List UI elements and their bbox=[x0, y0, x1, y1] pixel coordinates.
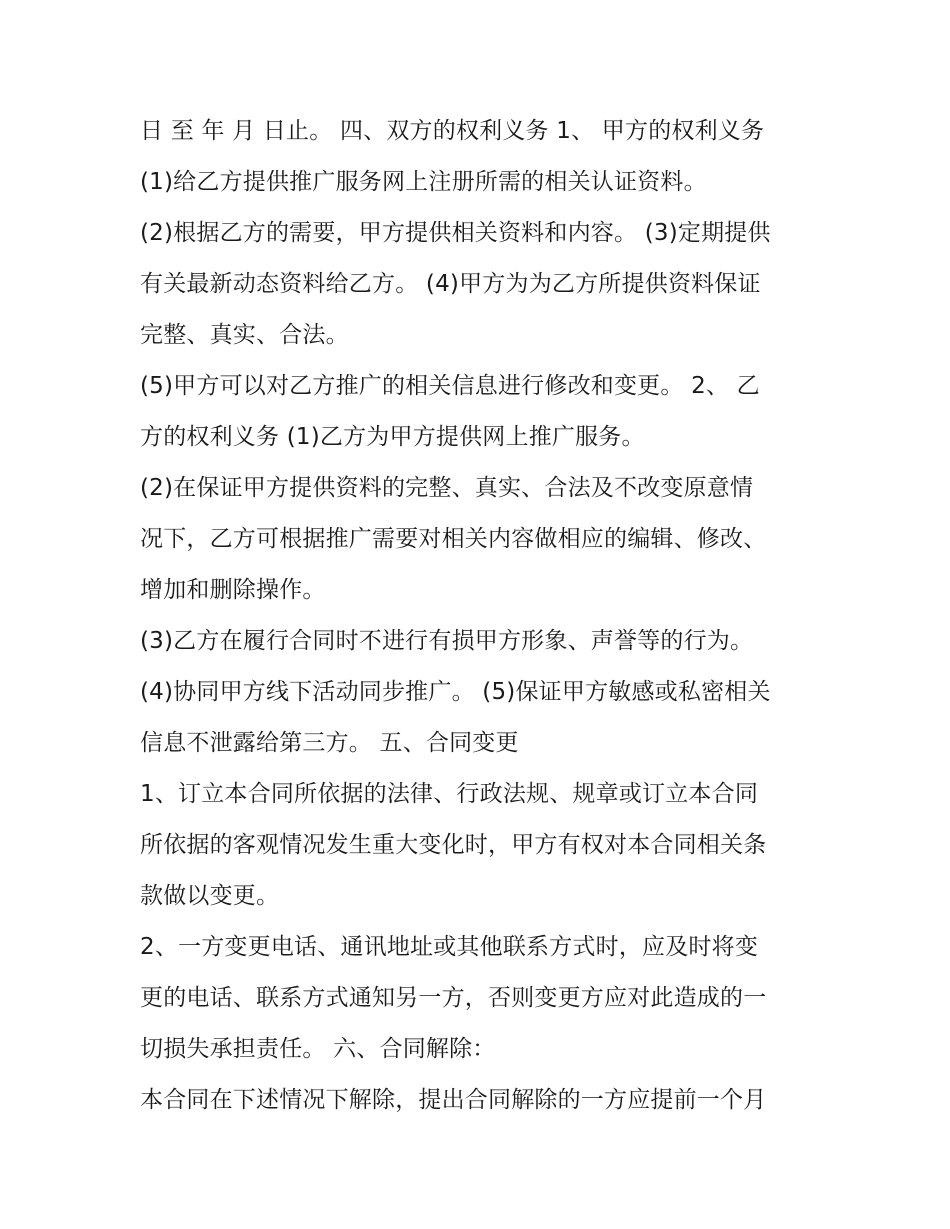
text-line: (2)根据乙方的需要，甲方提供相关资料和内容。 (3)定期提供 bbox=[140, 220, 771, 246]
text-line: 更的电话、联系方式通知另一方，否则变更方应对此造成的一 bbox=[140, 985, 767, 1011]
text-line: 本合同在下述情况下解除，提出合同解除的一方应提前一个月 bbox=[140, 1087, 767, 1113]
text-line: (2)在保证甲方提供资料的完整、真实、合法及不改变原意情 bbox=[140, 475, 754, 501]
text-line: 况下，乙方可根据推广需要对相关内容做相应的编辑、修改、 bbox=[140, 526, 767, 552]
text-line: (1)给乙方提供推广服务网上注册所需的相关认证资料。 bbox=[140, 169, 707, 195]
text-line: (4)协同甲方线下活动同步推广。 (5)保证甲方敏感或私密相关 bbox=[140, 679, 771, 705]
text-line: 方的权利义务 (1)乙方为甲方提供网上推广服务。 bbox=[140, 424, 645, 450]
text-line: 完整、真实、合法。 bbox=[140, 322, 349, 348]
text-line: 2、一方变更电话、通讯地址或其他联系方式时，应及时将变 bbox=[140, 934, 759, 960]
text-line: 所依据的客观情况发生重大变化时，甲方有权对本合同相关条 bbox=[140, 832, 767, 858]
document-body bbox=[140, 106, 820, 1126]
text-line: (5)甲方可以对乙方推广的相关信息进行修改和变更。 2、 乙 bbox=[140, 373, 760, 399]
text-line: (3)乙方在履行合同时不进行有损甲方形象、声誉等的行为。 bbox=[140, 628, 754, 654]
text-line: 1、订立本合同所依据的法律、行政法规、规章或订立本合同 bbox=[140, 781, 759, 807]
text-line: 有关最新动态资料给乙方。 (4)甲方为为乙方所提供资料保证 bbox=[140, 271, 761, 297]
text-line: 日 至 年 月 日止。 四、双方的权利义务 1、 甲方的权利义务 bbox=[140, 118, 765, 144]
text-line: 信息不泄露给第三方。 五、合同变更 bbox=[140, 730, 519, 756]
text-line: 增加和删除操作。 bbox=[140, 577, 326, 603]
text-line: 款做以变更。 bbox=[140, 883, 280, 909]
text-line: 切损失承担责任。 六、合同解除： bbox=[140, 1036, 496, 1062]
